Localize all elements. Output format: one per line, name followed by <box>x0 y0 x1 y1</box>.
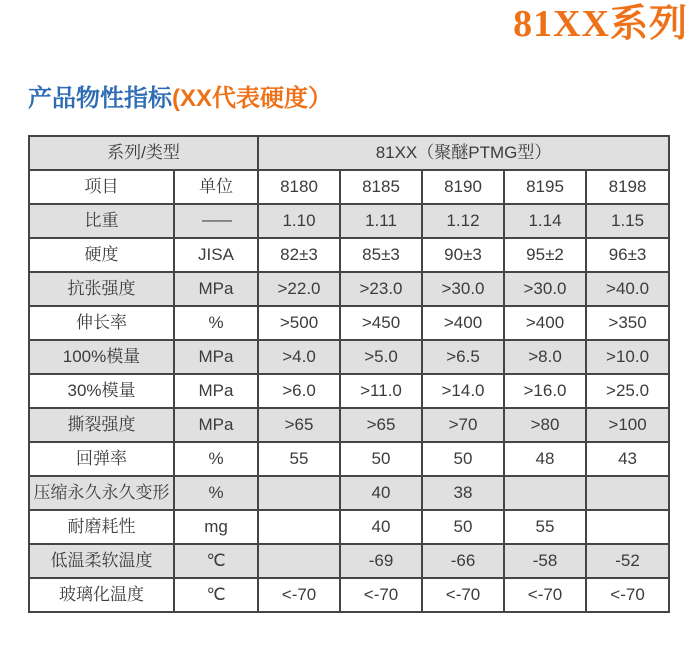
unit-cell: mg <box>174 510 258 544</box>
unit-cell: ℃ <box>174 578 258 612</box>
value-cell: >80 <box>504 408 586 442</box>
section-title-main: 产品物性指标 <box>28 85 172 112</box>
table-row <box>29 544 669 578</box>
unit-cell: MPa <box>174 374 258 408</box>
value-cell: -52 <box>586 544 669 578</box>
value-cell <box>258 544 340 578</box>
item-cell: 压缩永久永久变形 <box>29 476 174 510</box>
column-header-cell: 8185 <box>340 170 422 204</box>
value-cell: -69 <box>340 544 422 578</box>
value-cell: >6.5 <box>422 340 504 374</box>
value-cell: 55 <box>504 510 586 544</box>
unit-cell: % <box>174 476 258 510</box>
item-cell: 100%模量 <box>29 340 174 374</box>
table-row <box>29 442 669 476</box>
unit-cell: —— <box>174 204 258 238</box>
value-cell: >350 <box>586 306 669 340</box>
value-cell: 50 <box>422 442 504 476</box>
item-cell: 回弹率 <box>29 442 174 476</box>
column-header-cell: 单位 <box>174 170 258 204</box>
value-cell: 50 <box>340 442 422 476</box>
table-row-column-headers <box>29 170 669 204</box>
value-cell: <-70 <box>422 578 504 612</box>
value-cell: >400 <box>504 306 586 340</box>
value-cell: 43 <box>586 442 669 476</box>
table-row <box>29 476 669 510</box>
value-cell <box>586 476 669 510</box>
column-header-cell: 8198 <box>586 170 669 204</box>
value-cell <box>258 476 340 510</box>
value-cell: >10.0 <box>586 340 669 374</box>
value-cell: >14.0 <box>422 374 504 408</box>
section-title <box>28 84 332 114</box>
item-cell: 耐磨耗性 <box>29 510 174 544</box>
item-cell: 玻璃化温度 <box>29 578 174 612</box>
value-cell: 1.10 <box>258 204 340 238</box>
table-row <box>29 272 669 306</box>
value-cell: 95±2 <box>504 238 586 272</box>
item-cell: 撕裂强度 <box>29 408 174 442</box>
value-cell: 38 <box>422 476 504 510</box>
table-row <box>29 340 669 374</box>
spec-table <box>28 135 670 613</box>
item-cell: 抗张强度 <box>29 272 174 306</box>
item-cell: 硬度 <box>29 238 174 272</box>
value-cell: 96±3 <box>586 238 669 272</box>
column-header-cell: 8180 <box>258 170 340 204</box>
value-cell: >30.0 <box>422 272 504 306</box>
value-cell: >22.0 <box>258 272 340 306</box>
value-cell: 82±3 <box>258 238 340 272</box>
table-row <box>29 578 669 612</box>
value-cell: >500 <box>258 306 340 340</box>
value-cell: >25.0 <box>586 374 669 408</box>
value-cell: 50 <box>422 510 504 544</box>
column-header-cell: 8190 <box>422 170 504 204</box>
series-value-cell: 81XX（聚醚PTMG型） <box>258 136 669 170</box>
table-row <box>29 306 669 340</box>
value-cell <box>258 510 340 544</box>
value-cell: >65 <box>258 408 340 442</box>
value-cell: 40 <box>340 510 422 544</box>
value-cell: >400 <box>422 306 504 340</box>
series-label-cell: 系列/类型 <box>29 136 258 170</box>
table-row <box>29 510 669 544</box>
item-cell: 比重 <box>29 204 174 238</box>
value-cell: <-70 <box>340 578 422 612</box>
unit-cell: % <box>174 306 258 340</box>
series-title: 81XX系列 <box>513 3 688 45</box>
value-cell: >4.0 <box>258 340 340 374</box>
value-cell: >100 <box>586 408 669 442</box>
table-row <box>29 238 669 272</box>
unit-cell: JISA <box>174 238 258 272</box>
table-row-series-header <box>29 136 669 170</box>
value-cell: >40.0 <box>586 272 669 306</box>
item-cell: 伸长率 <box>29 306 174 340</box>
unit-cell: MPa <box>174 408 258 442</box>
value-cell: >23.0 <box>340 272 422 306</box>
value-cell: >11.0 <box>340 374 422 408</box>
unit-cell: MPa <box>174 340 258 374</box>
value-cell: 48 <box>504 442 586 476</box>
value-cell: >6.0 <box>258 374 340 408</box>
value-cell: <-70 <box>586 578 669 612</box>
value-cell: 85±3 <box>340 238 422 272</box>
value-cell: <-70 <box>258 578 340 612</box>
value-cell: <-70 <box>504 578 586 612</box>
value-cell: >70 <box>422 408 504 442</box>
value-cell: 55 <box>258 442 340 476</box>
value-cell: 90±3 <box>422 238 504 272</box>
value-cell: >30.0 <box>504 272 586 306</box>
value-cell: 1.11 <box>340 204 422 238</box>
section-title-accent: (XX代表硬度） <box>172 85 333 112</box>
item-cell: 30%模量 <box>29 374 174 408</box>
table-row <box>29 374 669 408</box>
value-cell: 40 <box>340 476 422 510</box>
item-cell: 低温柔软温度 <box>29 544 174 578</box>
value-cell: 1.12 <box>422 204 504 238</box>
value-cell <box>586 510 669 544</box>
value-cell: >450 <box>340 306 422 340</box>
value-cell <box>504 476 586 510</box>
value-cell: 1.14 <box>504 204 586 238</box>
table-row <box>29 408 669 442</box>
table-row <box>29 204 669 238</box>
value-cell: >65 <box>340 408 422 442</box>
unit-cell: ℃ <box>174 544 258 578</box>
value-cell: >5.0 <box>340 340 422 374</box>
value-cell: -66 <box>422 544 504 578</box>
value-cell: >16.0 <box>504 374 586 408</box>
value-cell: 1.15 <box>586 204 669 238</box>
value-cell: -58 <box>504 544 586 578</box>
unit-cell: MPa <box>174 272 258 306</box>
column-header-cell: 项目 <box>29 170 174 204</box>
unit-cell: % <box>174 442 258 476</box>
value-cell: >8.0 <box>504 340 586 374</box>
column-header-cell: 8195 <box>504 170 586 204</box>
